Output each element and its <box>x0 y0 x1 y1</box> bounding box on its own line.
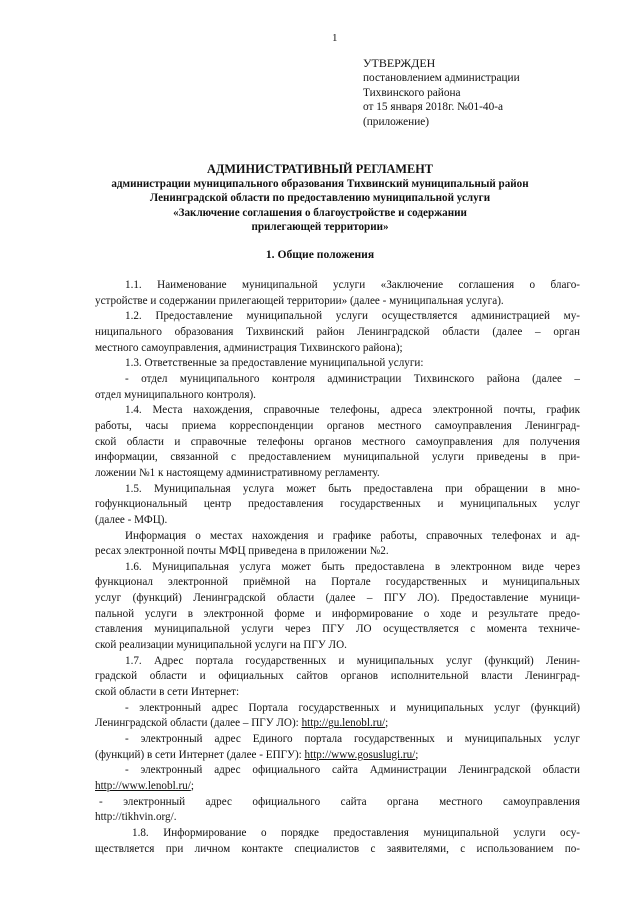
title-line: «Заключение соглашения о благоустройстве и содержании <box>173 206 467 219</box>
body-line: градской области и официальных сайтов органов исполнительной власти Ленинград- <box>95 670 580 683</box>
body-line: 1.3. Ответственные за предоставление муниципальной услуги: <box>125 357 424 370</box>
link-suffix: ; <box>190 780 194 792</box>
approval-line: от 15 января 2018г. №01-40-а <box>363 101 504 114</box>
title-line: прилегающей территории» <box>251 221 389 234</box>
body-line: работы, часы приема корреспонденции органов местного самоуправления Ленинград- <box>95 419 580 432</box>
body-line: функционал электронной приёмной на Портале государственных и муниципальных <box>95 576 580 589</box>
body-line: 1.7. Адрес портала государственных и муниципальных услуг (функций) Ленин- <box>125 654 580 667</box>
body-line: - электронный адрес официального сайта Администрации Ленинградской области <box>125 764 580 777</box>
body-line: местного самоуправления, администрация Тихвинского района); <box>95 341 403 354</box>
page-number: 1 <box>332 32 338 44</box>
body-line: пальной услуги в электронной форме и информирование о ходе и результате предо- <box>95 607 580 620</box>
title-line: администрации муниципального образования Тихвинский муниципальный район <box>111 178 529 190</box>
body-line: 1.6. Муниципальная услуга может быть предоставлена в электронном виде через <box>125 560 580 573</box>
link-label: Ленинградской области (далее – ПГУ ЛО): <box>95 717 302 730</box>
body-line: (далее - МФЦ). <box>95 513 168 526</box>
body-line: ской реализации муниципальной услуги на ПГУ ЛО. <box>95 639 347 652</box>
body-line: гофункциональный центр предоставления государственных и муниципальных услуг <box>95 498 580 511</box>
body-line-with-link <box>95 748 580 764</box>
body-line: ществляется при личном контакте специалистов с заявителями, с использованием по- <box>95 842 580 855</box>
body-line: - электронный адрес Единого портала государственных и муниципальных услуг <box>125 733 580 746</box>
document-title-block <box>56 161 584 235</box>
title-line: Ленинградской области по предоставлению муниципальной услуги <box>149 192 491 205</box>
body-line: ресах электронной почты МФЦ приведена в приложении №2. <box>95 545 389 558</box>
body-line: ской области и справочные телефоны органов местного самоуправления для получения <box>95 435 580 448</box>
body-line: отдел муниципального контроля). <box>95 388 256 401</box>
body-line: 1.2. Предоставление муниципальной услуги осуществляется администрацией му- <box>125 310 580 323</box>
body-line: устройстве и содержании прилегающей территории» (далее - муниципальная услуга). <box>95 294 504 307</box>
body-line: - отдел муниципального контроля администрации Тихвинского района (далее – <box>125 372 580 385</box>
approval-heading: УТВЕРЖДЕН <box>363 56 436 70</box>
approval-block <box>363 56 520 130</box>
body-line-with-link <box>95 779 580 795</box>
body-line: - электронный адрес Портала государственных и муниципальных услуг (функций) <box>125 701 580 714</box>
body-line: ставления муниципальной услуги через ПГУ ЛО осуществляется с момента техниче- <box>95 623 580 636</box>
link-label: (функций) в сети Интернет (далее - ЕПГУ): <box>95 748 305 761</box>
lenobl-link[interactable]: http://www.lenobl.ru/ <box>95 780 191 792</box>
pgu-lo-link[interactable]: http://gu.lenobl.ru/ <box>301 717 386 730</box>
epgu-link[interactable]: http://www.gosuslugi.ru/ <box>304 748 416 761</box>
approval-line: постановлением администрации <box>363 71 520 84</box>
body-line: ской области в сети Интернет: <box>95 686 240 699</box>
link-suffix: ; <box>385 717 389 730</box>
approval-line: (приложение) <box>363 116 430 129</box>
body-line: ложении №1 к настоящему административному регламенту. <box>95 466 380 479</box>
body-line: информации, связанной с предоставлением муниципальной услуги приведены в при- <box>95 451 580 464</box>
body-line: 1.5. Муниципальная услуга может быть предоставлена при обращении в мно- <box>125 482 580 495</box>
document-body <box>95 278 580 857</box>
body-line: 1.4. Места нахождения, справочные телефоны, адреса электронной почты, график <box>125 404 580 417</box>
document-title: АДМИНИСТРАТИВНЫЙ РЕГЛАМЕНТ <box>206 162 433 176</box>
body-line: - электронный адрес официального сайта органа местного самоуправления <box>99 795 580 808</box>
body-line: ниципального образования Тихвинский район Ленинградской области (далее – орган <box>95 325 580 338</box>
approval-line: Тихвинского района <box>363 86 461 99</box>
body-line: http://tikhvin.org/. <box>95 811 177 824</box>
body-line: 1.1. Наименование муниципальной услуги «Заключение соглашения о благо- <box>125 279 580 291</box>
body-line: Информация о местах нахождения и графике работы, справочных телефонах и ад- <box>125 529 580 542</box>
body-line: 1.8. Информирование о порядке предоставления муниципальной услуги осу- <box>132 826 580 839</box>
body-line: услуг (функций) Ленинградской области (далее – ПГУ ЛО). Предоставление муници- <box>95 592 580 605</box>
section-heading: 1. Общие положения <box>265 248 375 261</box>
link-suffix: ; <box>415 748 419 761</box>
body-line-with-link <box>95 716 580 732</box>
